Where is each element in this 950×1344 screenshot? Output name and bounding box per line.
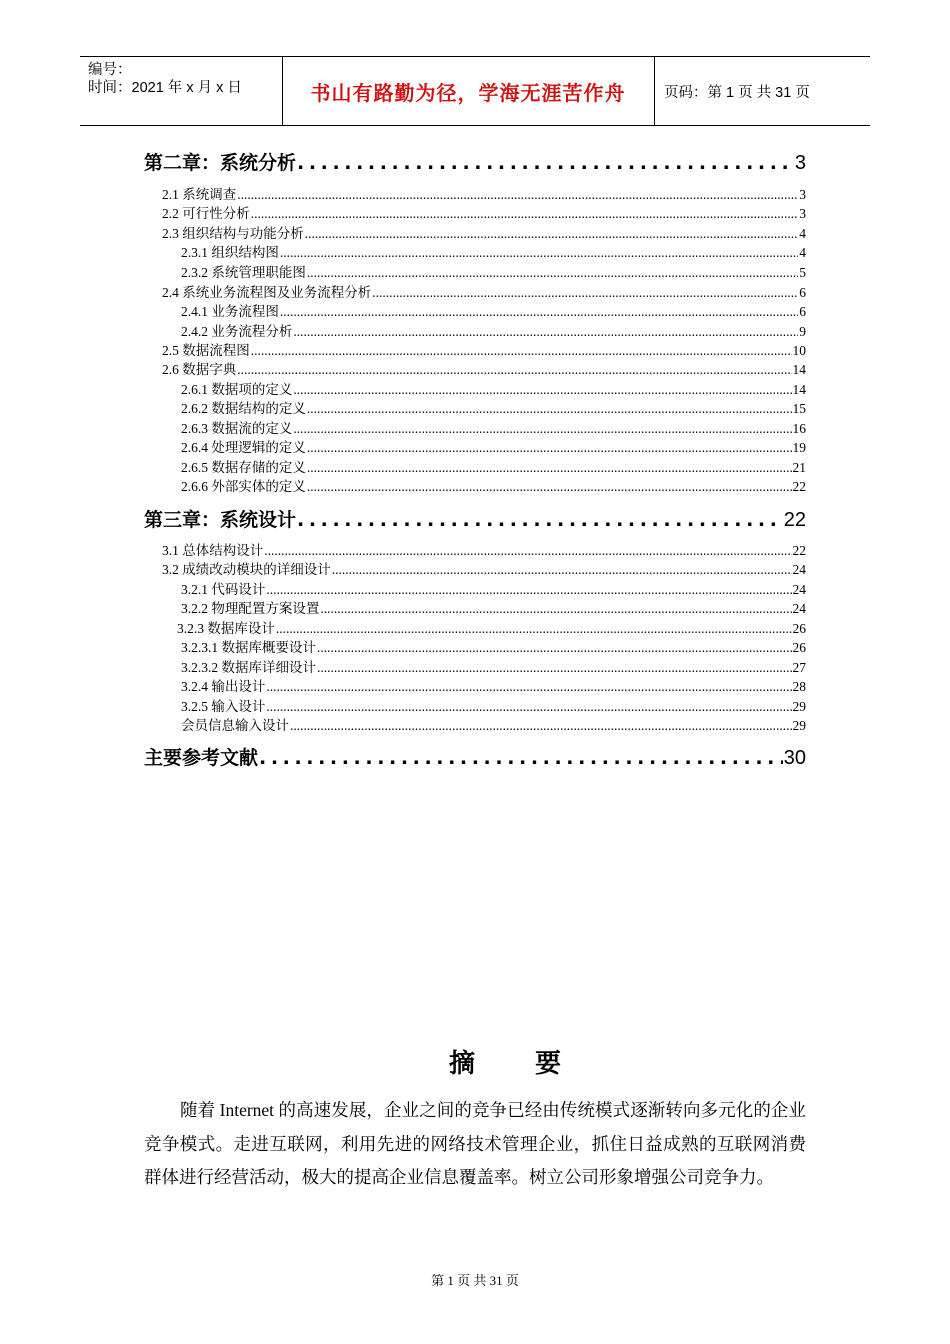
toc-entry-label: 2.4.2 业务流程分析 — [181, 324, 293, 339]
toc-entry-page: 14 — [792, 362, 806, 377]
toc-entry[interactable] — [162, 339, 806, 358]
toc-entry-label: 2.3.2 系统管理职能图 — [181, 265, 306, 280]
toc-leader-dots — [297, 152, 794, 174]
toc-entry-page: 22 — [783, 509, 806, 531]
toc-leader-dots — [307, 440, 792, 456]
toc-entry-label: 第二章：系统分析 — [144, 152, 297, 174]
toc-entry[interactable] — [181, 656, 806, 675]
toc-entry-page: 16 — [792, 421, 806, 436]
toc-entry[interactable] — [181, 456, 806, 475]
toc-leader-dots — [266, 679, 791, 695]
toc-leader-dots — [237, 187, 798, 203]
toc-entry-label: 3.2.2 物理配置方案设置 — [181, 601, 320, 616]
toc-entry-label: 3.2.4 输出设计 — [181, 679, 266, 694]
toc-leader-dots — [297, 509, 783, 531]
toc-entry-label: 3.1 总体结构设计 — [162, 543, 264, 558]
toc-entry-page: 10 — [792, 343, 806, 358]
toc-leader-dots — [293, 382, 791, 398]
toc-entry-label: 3.2.3.2 数据库详细设计 — [181, 660, 316, 675]
abstract-title: 摘要 — [448, 1049, 621, 1079]
toc-chapter-entry[interactable] — [144, 743, 806, 769]
toc-entry-page: 15 — [792, 401, 806, 416]
toc-entry[interactable] — [181, 300, 806, 319]
toc-leader-dots — [266, 699, 791, 715]
toc-leader-dots — [317, 660, 792, 676]
toc-leader-dots — [251, 206, 799, 222]
toc-entry-page: 26 — [792, 640, 806, 655]
toc-leader-dots — [307, 401, 792, 417]
toc-leader-dots — [293, 324, 798, 340]
toc-leader-dots — [237, 362, 791, 378]
toc-chapter-entry[interactable] — [144, 505, 806, 531]
toc-entry[interactable] — [162, 358, 806, 377]
toc-entry[interactable] — [162, 539, 806, 558]
page-footer: 第 1 页 共 31 页 — [431, 1273, 519, 1288]
toc-entry-page: 24 — [792, 601, 806, 616]
page-header — [80, 56, 870, 126]
toc-entry-label: 2.6.3 数据流的定义 — [181, 421, 293, 436]
toc-entry-page: 29 — [792, 699, 806, 714]
toc-entry[interactable] — [177, 617, 806, 636]
toc-chapter-entry[interactable] — [144, 148, 806, 174]
toc-entry-page: 24 — [792, 582, 806, 597]
toc-entry-page: 22 — [792, 543, 806, 558]
toc-entry-label: 3.2.5 输入设计 — [181, 699, 266, 714]
toc-entry[interactable] — [181, 636, 806, 655]
toc-entry-label: 3.2.3 数据库设计 — [177, 621, 275, 636]
toc-entry[interactable] — [162, 281, 806, 300]
toc-leader-dots — [307, 479, 792, 495]
toc-leader-dots — [307, 460, 792, 476]
toc-leader-dots — [372, 285, 798, 301]
toc-entry-page: 3 — [799, 206, 806, 221]
toc-entry-label: 3.2.1 代码设计 — [181, 582, 266, 597]
toc-entry-page: 6 — [799, 304, 806, 319]
toc-entry[interactable] — [181, 578, 806, 597]
toc-entry-page: 22 — [792, 479, 806, 494]
toc-entry-page: 26 — [792, 621, 806, 636]
toc-leader-dots — [266, 582, 791, 598]
toc-entry-label: 2.6 数据字典 — [162, 362, 237, 377]
toc-entry-page: 4 — [799, 226, 806, 241]
toc-entry-page: 3 — [794, 152, 806, 174]
toc-entry[interactable] — [181, 714, 806, 733]
document-time-label: 时间：2021 年 x 月 x 日 — [88, 80, 242, 96]
toc-entry-label: 2.6.6 外部实体的定义 — [181, 479, 306, 494]
toc-entry-label: 会员信息输入设计 — [181, 718, 289, 733]
toc-entry-label: 2.4 系统业务流程图及业务流程分析 — [162, 285, 372, 300]
toc-entry-page: 9 — [799, 324, 806, 339]
toc-entry-page: 27 — [792, 660, 806, 675]
toc-entry-label: 2.5 数据流程图 — [162, 343, 250, 358]
toc-entry-page: 6 — [799, 285, 806, 300]
toc-entry-page: 19 — [792, 440, 806, 455]
toc-entry[interactable] — [162, 222, 806, 241]
toc-entry[interactable] — [181, 475, 806, 494]
toc-entry-page: 14 — [792, 382, 806, 397]
toc-leader-dots — [251, 343, 792, 359]
toc-leader-dots — [259, 747, 783, 769]
toc-entry-page: 3 — [799, 187, 806, 202]
toc-entry-page: 21 — [792, 460, 806, 475]
toc-entry[interactable] — [181, 378, 806, 397]
toc-entry[interactable] — [181, 397, 806, 416]
toc-leader-dots — [280, 245, 798, 261]
toc-entry[interactable] — [162, 202, 806, 221]
toc-entry-label: 2.4.1 业务流程图 — [181, 304, 279, 319]
toc-entry-label: 3.2.3.1 数据库概要设计 — [181, 640, 316, 655]
header-meta — [88, 61, 284, 97]
toc-leader-dots — [305, 226, 799, 242]
toc-entry-page: 4 — [799, 245, 806, 260]
toc-leader-dots — [264, 543, 791, 559]
header-motto: 书山有路勤为径，学海无涯苦作舟 — [310, 80, 626, 105]
toc-entry[interactable] — [181, 675, 806, 694]
toc-entry[interactable] — [181, 261, 806, 280]
toc-entry-label: 3.2 成绩改动模块的详细设计 — [162, 562, 331, 577]
toc-entry-label: 2.6.5 数据存储的定义 — [181, 460, 306, 475]
header-page-info: 页码：第 1 页 共 31 页 — [664, 84, 810, 101]
toc-leader-dots — [293, 421, 791, 437]
toc-entry-label: 2.2 可行性分析 — [162, 206, 250, 221]
document-number-label: 编号： — [88, 62, 132, 78]
toc-leader-dots — [332, 562, 792, 578]
toc-entry-label: 2.6.4 处理逻辑的定义 — [181, 440, 306, 455]
toc-leader-dots — [317, 640, 792, 656]
toc-entry[interactable] — [162, 558, 806, 577]
toc-entry-page: 24 — [792, 562, 806, 577]
toc-entry[interactable] — [181, 417, 806, 436]
toc-entry[interactable] — [162, 183, 806, 202]
toc-entry-page: 30 — [783, 747, 806, 769]
toc-leader-dots — [320, 601, 791, 617]
toc-entry[interactable] — [181, 597, 806, 616]
toc-entry-label: 2.6.2 数据结构的定义 — [181, 401, 306, 416]
toc-leader-dots — [307, 265, 798, 281]
toc-entry-label: 2.3.1 组织结构图 — [181, 245, 279, 260]
toc-entry[interactable] — [181, 695, 806, 714]
toc-entry-label: 主要参考文献 — [144, 747, 259, 769]
toc-leader-dots — [276, 621, 792, 637]
toc-entry-page: 28 — [792, 679, 806, 694]
toc-entry[interactable] — [181, 241, 806, 260]
abstract-body: 随着 Internet 的高速发展，企业之间的竞争已经由传统模式逐渐转向多元化的企业竞争模式。走进互联网，利用先进的网络技术管理企业，抓住日益成熟的互联网消费群体进行经营活动，极大的提高企业信息覆盖率。树立公司形象增强公司竞争力。 — [144, 1100, 806, 1187]
toc-leader-dots — [280, 304, 798, 320]
toc-entry-page: 29 — [792, 718, 806, 733]
toc-entry[interactable] — [181, 436, 806, 455]
toc-entry-label: 2.3 组织结构与功能分析 — [162, 226, 304, 241]
toc-entry-label: 2.1 系统调查 — [162, 187, 237, 202]
toc-leader-dots — [290, 718, 792, 734]
toc-entry-label: 2.6.1 数据项的定义 — [181, 382, 293, 397]
toc-entry[interactable] — [181, 320, 806, 339]
toc-entry-label: 第三章：系统设计 — [144, 509, 297, 531]
header-divider — [654, 57, 655, 125]
toc-entry-page: 5 — [799, 265, 806, 280]
